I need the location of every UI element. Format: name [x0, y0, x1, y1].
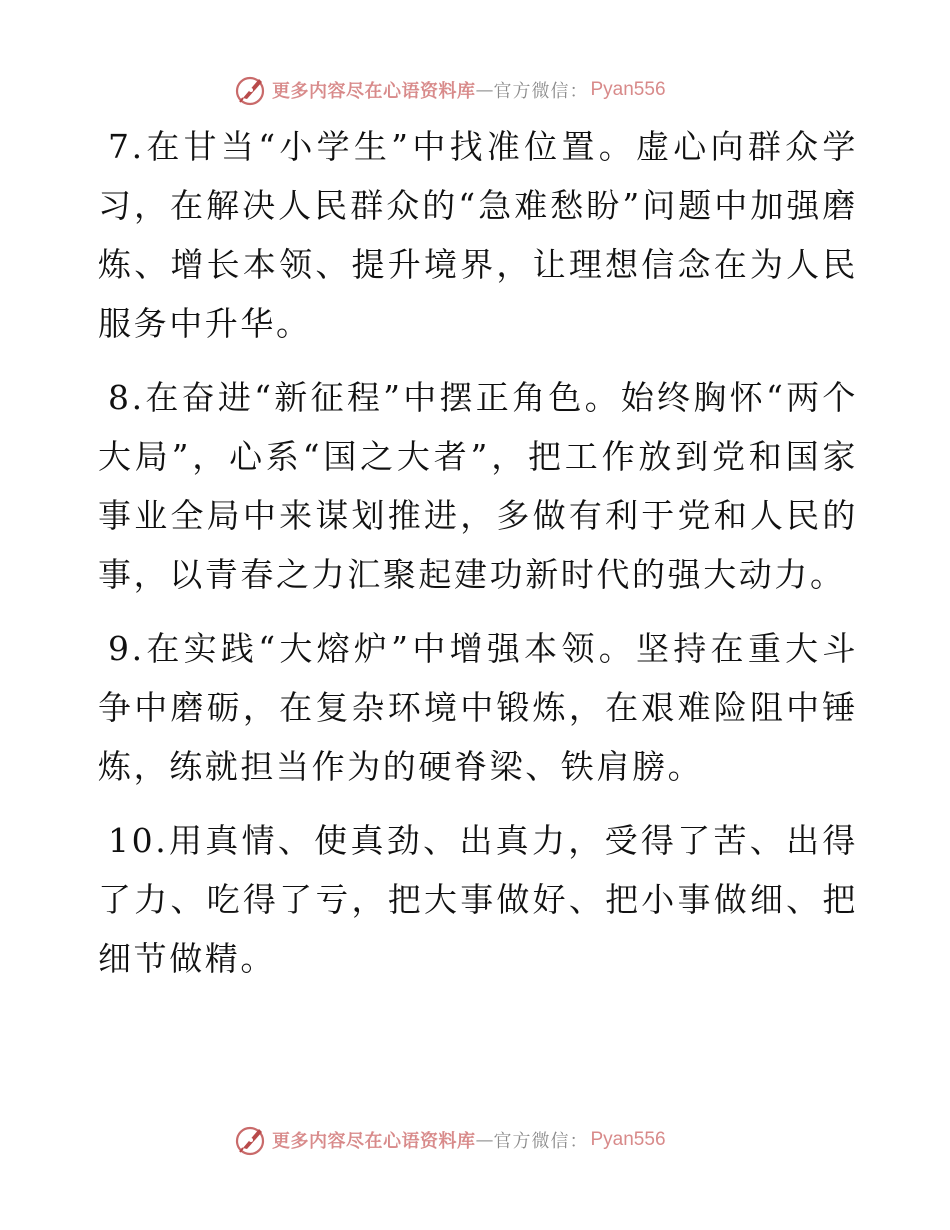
watermark-label: 官方微信：	[493, 1131, 589, 1152]
watermark-dash: —	[475, 1129, 494, 1151]
feather-pen-seal-icon	[234, 73, 268, 107]
watermark-brand: 更多内容尽在心语资料库	[272, 1131, 476, 1152]
paragraph-9: 9.在实践“大熔炉”中增强本领。坚持在重大斗争中磨砺，在复杂环境中锻炼，在艰难险阻中锤炼，练就担当作为的硬脊梁、铁肩膀。	[98, 629, 858, 786]
watermark-wechat-id: Pyan556	[590, 1129, 666, 1150]
paragraph-10: 10.用真情、使真劲、出真力，受得了苦、出得了力、吃得了亏，把大事做好、把小事做细、把细节做精。	[98, 821, 858, 978]
watermark-label: 官方微信：	[493, 81, 589, 102]
header-watermark	[234, 70, 714, 110]
watermark-dash: —	[475, 79, 494, 101]
footer-watermark	[234, 1120, 714, 1160]
watermark-wechat-id: Pyan556	[590, 79, 666, 100]
document-body	[98, 117, 858, 988]
paragraph-7: 7.在甘当“小学生”中找准位置。虚心向群众学习，在解决人民群众的“急难愁盼”问题中加强磨炼、增长本领、提升境界，让理想信念在为人民服务中升华。	[98, 127, 858, 343]
feather-pen-seal-icon	[234, 1123, 268, 1157]
watermark-brand: 更多内容尽在心语资料库	[272, 81, 476, 102]
paragraph-8: 8.在奋进“新征程”中摆正角色。始终胸怀“两个大局”，心系“国之大者”，把工作放到党和国家事业全局中来谋划推进，多做有利于党和人民的事，以青春之力汇聚起建功新时代的强大动力。	[98, 378, 858, 594]
